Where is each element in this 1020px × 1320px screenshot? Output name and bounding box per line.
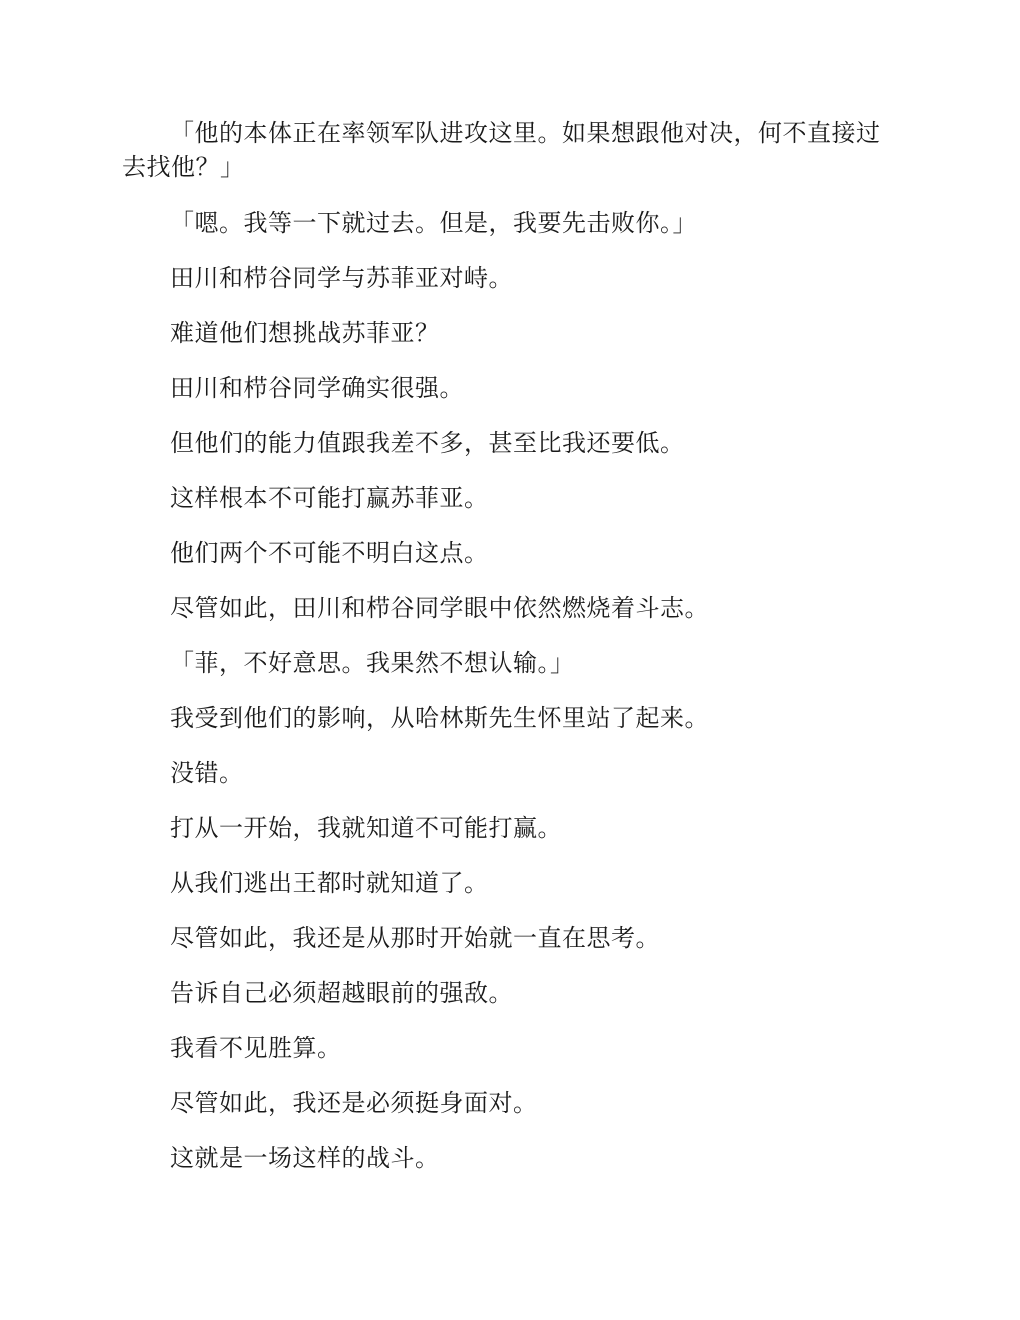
- paragraph: 打从一开始，我就知道不可能打赢。: [170, 814, 562, 842]
- paragraph: 田川和栉谷同学确实很强。: [170, 374, 464, 402]
- paragraph: 田川和栉谷同学与苏菲亚对峙。: [170, 264, 513, 292]
- paragraph: 难道他们想挑战苏菲亚？: [170, 319, 440, 347]
- document-page: [122, 116, 902, 1196]
- paragraph: 「他的本体正在率领军队进攻这里。如果想跟他对决，何不直接过去找他？」: [122, 119, 881, 181]
- paragraph: 「嗯。我等一下就过去。但是，我要先击败你。」: [170, 209, 697, 237]
- paragraph: 但他们的能力值跟我差不多，甚至比我还要低。: [170, 429, 685, 457]
- paragraph: 告诉自己必须超越眼前的强敌。: [170, 979, 513, 1007]
- paragraph: 从我们逃出王都时就知道了。: [170, 869, 489, 897]
- paragraph: 没错。: [170, 759, 244, 787]
- paragraph: 尽管如此，我还是必须挺身面对。: [170, 1089, 538, 1117]
- paragraph: 「菲，不好意思。我果然不想认输。」: [170, 649, 575, 677]
- paragraph: 尽管如此，我还是从那时开始就一直在思考。: [170, 924, 660, 952]
- paragraph: 我受到他们的影响，从哈林斯先生怀里站了起来。: [170, 704, 709, 732]
- paragraph: 我看不见胜算。: [170, 1034, 342, 1062]
- paragraph: 尽管如此，田川和栉谷同学眼中依然燃烧着斗志。: [170, 594, 709, 622]
- paragraph: 这样根本不可能打赢苏菲亚。: [170, 484, 489, 512]
- paragraph: 这就是一场这样的战斗。: [170, 1144, 440, 1172]
- paragraph: 他们两个不可能不明白这点。: [170, 539, 489, 567]
